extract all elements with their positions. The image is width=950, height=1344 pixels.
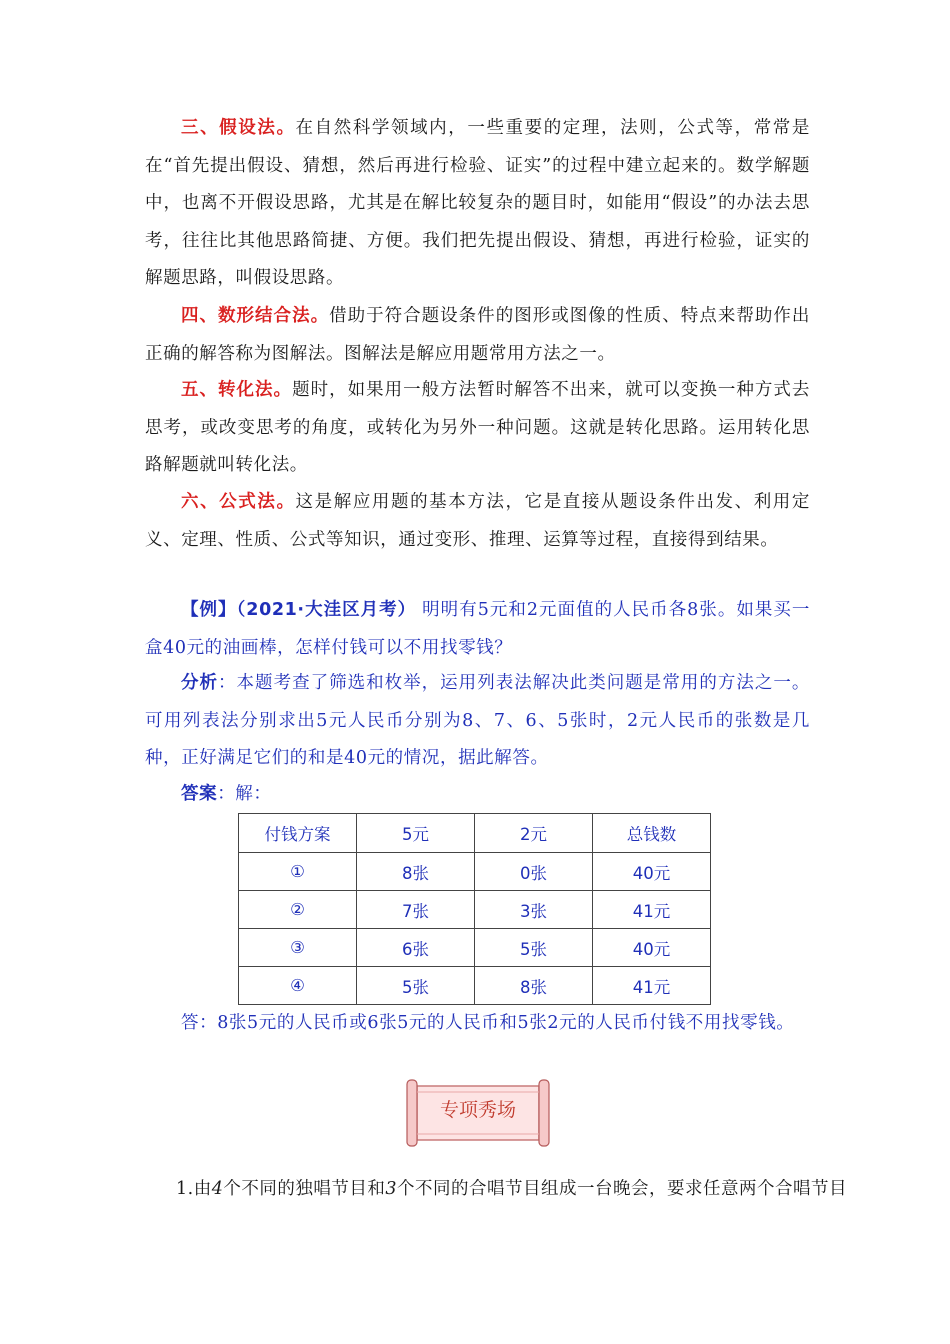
question-text: 个不同的合唱节目组成一台晚会，要求任意两个合唱节目: [396, 1179, 847, 1199]
table-row: [239, 929, 711, 967]
banner-title: 专项秀场: [439, 1099, 516, 1121]
table-cell: ②: [239, 891, 357, 929]
section-numeric-graphic: [145, 298, 810, 373]
table-cell: ①: [239, 853, 357, 891]
table-row: [239, 891, 711, 929]
section-text: 在自然科学领域内，一些重要的定理，法则，公式等，常常是在“首先提出假设、猜想，然后再进行检验、证实”的过程中建立起来的。数学解题中，也离不开假设思路，尤其是在解比较复杂的题目时，如能用“假设”的办法去思考，往往比其他思路简捷、方便。我们把先提出假设、猜想，再进行检验，证实的解题思路，叫假设思路。: [145, 118, 810, 288]
example-text: 明明有5元和2元面值的人民币各8张。如果买一盒40元的油画棒，怎样付钱可以不用找零钱？: [145, 600, 810, 658]
table-header-row: [239, 814, 711, 853]
question-text: 个不同的独唱节目和: [223, 1179, 386, 1199]
analysis-label: 分析: [181, 673, 219, 693]
table-header-cell: 2元: [475, 814, 593, 853]
table-header-cell: 5元: [357, 814, 475, 853]
table-row: [239, 967, 711, 1005]
section-formula: [145, 484, 810, 559]
table-cell: 7张: [357, 891, 475, 929]
table-cell: 8张: [357, 853, 475, 891]
table-cell: 41元: [593, 967, 711, 1005]
question-number-value: 4: [211, 1179, 224, 1199]
question-1: [176, 1172, 847, 1206]
section-banner: [403, 1078, 553, 1148]
table-cell: ④: [239, 967, 357, 1005]
answer-heading: [145, 776, 810, 814]
question-number: 1.: [176, 1179, 194, 1199]
section-assumption: [145, 110, 810, 298]
table-cell: 0张: [475, 853, 593, 891]
section-text: 借助于符合题设条件的图形或图像的性质、特点来帮助作出正确的解答称为图解法。图解法是解应用题常用方法之一。: [145, 306, 810, 364]
analysis-text: ：本题考查了筛选和枚举，运用列表法解决此类问题是常用的方法之一。可用列表法分别求出5元人民币分别为8、7、6、5张时，2元人民币的张数是几种，正好满足它们的和是40元的情况，据此解答。: [145, 673, 810, 768]
section-text: 题时，如果用一般方法暂时解答不出来，就可以变换一种方式去思考，或改变思考的角度，或转化为另外一种问题。这就是转化思路。运用转化思路解题就叫转化法。: [145, 380, 810, 475]
section-heading: 三、假设法。: [181, 118, 296, 138]
table-header-cell: 总钱数: [593, 814, 711, 853]
section-heading: 六、公式法。: [181, 492, 296, 512]
table-cell: 40元: [593, 853, 711, 891]
table-cell: 6张: [357, 929, 475, 967]
answer-table: [238, 813, 711, 1005]
table-cell: ③: [239, 929, 357, 967]
section-heading: 五、转化法。: [181, 380, 293, 400]
section-transformation: [145, 372, 810, 485]
table-header-cell: 付钱方案: [239, 814, 357, 853]
question-number-value: 3: [385, 1179, 397, 1199]
example-problem: [145, 592, 810, 667]
analysis: [145, 665, 810, 778]
table-row: [239, 853, 711, 891]
section-heading: 四、数形结合法。: [181, 306, 330, 326]
example-source: （2021·大洼区月考）: [236, 600, 417, 620]
table-cell: 40元: [593, 929, 711, 967]
table-cell: 3张: [475, 891, 593, 929]
table-cell: 8张: [475, 967, 593, 1005]
question-text: 由: [193, 1179, 212, 1199]
answer-conclusion: 答：8张5元的人民币或6张5元的人民币和5张2元的人民币付钱不用找零钱。: [181, 1013, 795, 1033]
table-cell: 5张: [357, 967, 475, 1005]
example-label: 【例】: [181, 600, 237, 620]
answer-label: 答案: [181, 784, 218, 804]
table-cell: 41元: [593, 891, 711, 929]
section-text: 这是解应用题的基本方法，它是直接从题设条件出发、利用定义、定理、性质、公式等知识，通过变形、推理、运算等过程，直接得到结果。: [145, 492, 810, 550]
table-cell: 5张: [475, 929, 593, 967]
answer-suffix: ：解：: [217, 784, 272, 804]
